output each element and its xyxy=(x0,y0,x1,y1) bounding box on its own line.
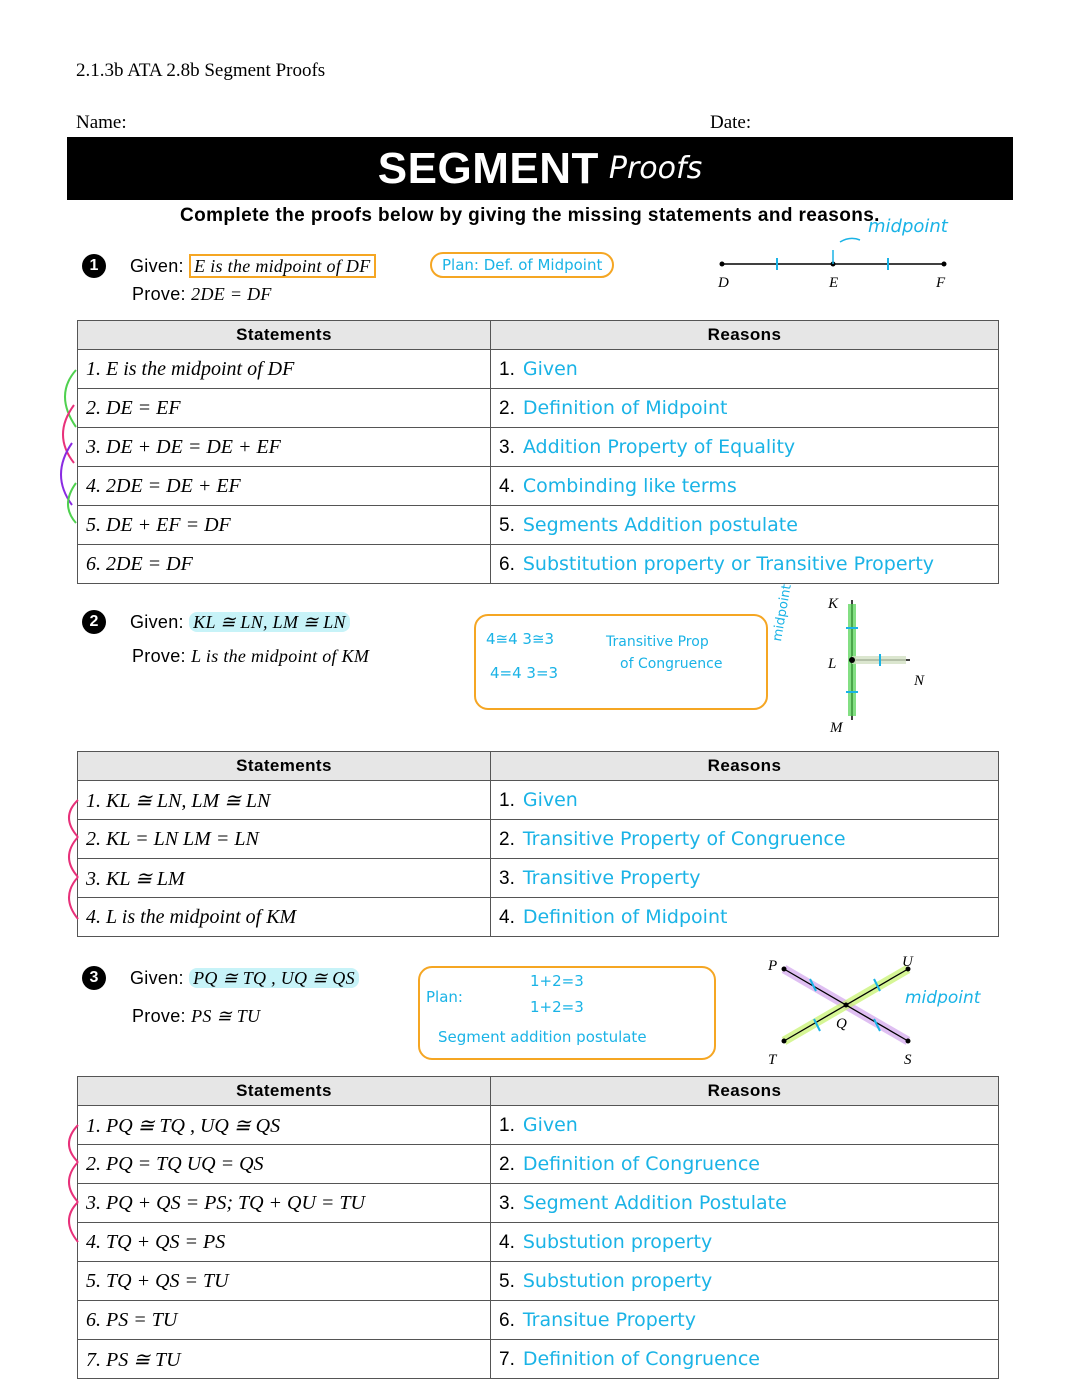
table-row xyxy=(78,1340,999,1379)
point-label-f: F xyxy=(936,275,946,291)
reason-cell: 4. Combinding like terms xyxy=(491,467,999,506)
statement-cell: 6. 2DE = DF xyxy=(78,545,491,584)
table-row xyxy=(78,428,999,467)
statement-cell: 5. DE + EF = DF xyxy=(78,506,491,545)
plan-line: 4=4 3=3 xyxy=(490,664,559,682)
statement-cell: 3. KL ≅ LM xyxy=(78,859,491,898)
reason-cell: 6. Substitution property or Transitive Property xyxy=(491,545,999,584)
statement-cell: 4. TQ + QS = PS xyxy=(78,1223,491,1262)
point-label-m: M xyxy=(830,720,843,736)
given-label: Given: xyxy=(130,612,184,632)
reason-cell: 1. Given xyxy=(491,781,999,820)
table-row xyxy=(78,467,999,506)
problem-3-plan xyxy=(418,966,716,1060)
plan-line: 1+2=3 xyxy=(530,972,584,990)
annotation-brackets-1 xyxy=(48,365,80,535)
point-label-k: K xyxy=(828,596,839,612)
proof-table-2 xyxy=(77,751,999,937)
problem-1-prove xyxy=(132,284,272,305)
reason-cell: 1. Given xyxy=(491,350,999,389)
statements-header: Statements xyxy=(78,1077,491,1106)
prove-label: Prove: xyxy=(132,646,186,666)
annotation-brackets-3 xyxy=(56,1120,82,1250)
problem-2-diagram xyxy=(780,590,940,740)
table-header-row xyxy=(78,752,999,781)
reason-cell: 3. Transitive Property xyxy=(491,859,999,898)
proof-table-1 xyxy=(77,320,999,584)
title-banner xyxy=(67,137,1013,200)
statements-header: Statements xyxy=(78,321,491,350)
reason-cell: 4. Definition of Midpoint xyxy=(491,898,999,937)
table-row xyxy=(78,1145,999,1184)
reason-cell: 2. Definition of Midpoint xyxy=(491,389,999,428)
statement-cell: 1. E is the midpoint of DF xyxy=(78,350,491,389)
problem-2-plan xyxy=(474,614,768,710)
statement-cell: 1. KL ≅ LN, LM ≅ LN xyxy=(78,781,491,820)
plan-bottom: Segment addition postulate xyxy=(438,1028,647,1046)
statement-cell: 5. TQ + QS = TU xyxy=(78,1262,491,1301)
problem-1-diagram xyxy=(700,220,1000,300)
point-label-n: N xyxy=(914,673,925,689)
statement-cell: 3. DE + DE = DE + EF xyxy=(78,428,491,467)
plan-label: Plan: xyxy=(426,988,463,1006)
problem-2-given xyxy=(130,612,350,633)
reason-cell: 7. Definition of Congruence xyxy=(491,1340,999,1379)
prove-text: PS ≅ TU xyxy=(191,1006,261,1026)
given-label: Given: xyxy=(130,968,184,988)
proof-table-3 xyxy=(77,1076,999,1379)
plan-side: Transitive Prop xyxy=(606,634,709,650)
problem-2-prove xyxy=(132,646,369,667)
table-row xyxy=(78,859,999,898)
prove-text: L is the midpoint of KM xyxy=(191,646,370,666)
banner-script-title: Proofs xyxy=(608,151,703,186)
point-label-l: L xyxy=(828,656,837,672)
reasons-header: Reasons xyxy=(491,1077,999,1106)
reason-cell: 5. Substution property xyxy=(491,1262,999,1301)
prove-label: Prove: xyxy=(132,1006,186,1026)
problem-2-badge: 2 xyxy=(82,610,106,634)
table-row xyxy=(78,1301,999,1340)
prove-label: Prove: xyxy=(132,284,186,304)
problem-3-given xyxy=(130,968,359,989)
plan-line: 1+2=3 xyxy=(530,998,584,1016)
point-label-p: P xyxy=(768,958,778,974)
plan-line: 4≅4 3≅3 xyxy=(486,630,555,648)
table-row xyxy=(78,1184,999,1223)
given-text: KL ≅ LN, LM ≅ LN xyxy=(193,612,346,632)
reason-cell: 6. Transitue Property xyxy=(491,1301,999,1340)
reason-cell: 5. Segments Addition postulate xyxy=(491,506,999,545)
statement-cell: 1. PQ ≅ TQ , UQ ≅ QS xyxy=(78,1106,491,1145)
reasons-header: Reasons xyxy=(491,752,999,781)
statements-header: Statements xyxy=(78,752,491,781)
statement-cell: 2. DE = EF xyxy=(78,389,491,428)
table-row xyxy=(78,820,999,859)
point-label-d: D xyxy=(718,275,729,291)
problem-1-given xyxy=(130,256,376,277)
table-row xyxy=(78,1223,999,1262)
problem-3-badge: 3 xyxy=(82,966,106,990)
reason-cell: 2. Definition of Congruence xyxy=(491,1145,999,1184)
table-row xyxy=(78,389,999,428)
midpoint-note: midpoint xyxy=(868,216,948,237)
point-label-t: T xyxy=(768,1052,777,1068)
statement-cell: 4. 2DE = DE + EF xyxy=(78,467,491,506)
reason-cell: 2. Transitive Property of Congruence xyxy=(491,820,999,859)
reason-cell: 4. Substution property xyxy=(491,1223,999,1262)
prove-text: 2DE = DF xyxy=(191,284,272,304)
statement-cell: 6. PS = TU xyxy=(78,1301,491,1340)
table-row xyxy=(78,545,999,584)
point-label-u: U xyxy=(902,954,913,970)
statement-cell: 2. KL = LN LM = LN xyxy=(78,820,491,859)
table-row xyxy=(78,781,999,820)
table-header-row xyxy=(78,321,999,350)
midpoint-note: midpoint xyxy=(905,988,981,1008)
problem-1-plan: Plan: Def. of Midpoint xyxy=(430,252,614,278)
problem-3-prove xyxy=(132,1006,260,1027)
instructions: Complete the proofs below by giving the missing statements and reasons. xyxy=(180,205,880,226)
statement-cell: 3. PQ + QS = PS; TQ + QU = TU xyxy=(78,1184,491,1223)
given-label: Given: xyxy=(130,256,184,276)
date-label: Date: xyxy=(710,112,752,133)
statement-cell: 4. L is the midpoint of KM xyxy=(78,898,491,937)
midpoint-note: midpoint xyxy=(770,583,795,643)
reason-cell: 3. Addition Property of Equality xyxy=(491,428,999,467)
statement-cell: 7. PS ≅ TU xyxy=(78,1340,491,1379)
annotation-brackets-2 xyxy=(56,795,82,935)
statement-cell: 2. PQ = TQ UQ = QS xyxy=(78,1145,491,1184)
given-text: PQ ≅ TQ , UQ ≅ QS xyxy=(193,968,355,988)
point-label-e: E xyxy=(829,275,839,291)
point-label-q: Q xyxy=(836,1016,847,1032)
reason-cell: 1. Given xyxy=(491,1106,999,1145)
plan-side: of Congruence xyxy=(620,656,723,672)
name-label: Name: xyxy=(76,112,127,133)
problem-3-diagram xyxy=(770,955,930,1065)
banner-title: SEGMENT xyxy=(377,143,599,193)
table-row xyxy=(78,350,999,389)
given-text: E is the midpoint of DF xyxy=(194,256,371,276)
reason-cell: 3. Segment Addition Postulate xyxy=(491,1184,999,1223)
table-row xyxy=(78,506,999,545)
table-row xyxy=(78,1262,999,1301)
table-row xyxy=(78,1106,999,1145)
problem-1-badge: 1 xyxy=(82,254,106,278)
table-header-row xyxy=(78,1077,999,1106)
point-label-s: S xyxy=(904,1052,912,1068)
document-title: 2.1.3b ATA 2.8b Segment Proofs xyxy=(76,60,326,81)
reasons-header: Reasons xyxy=(491,321,999,350)
table-row xyxy=(78,898,999,937)
